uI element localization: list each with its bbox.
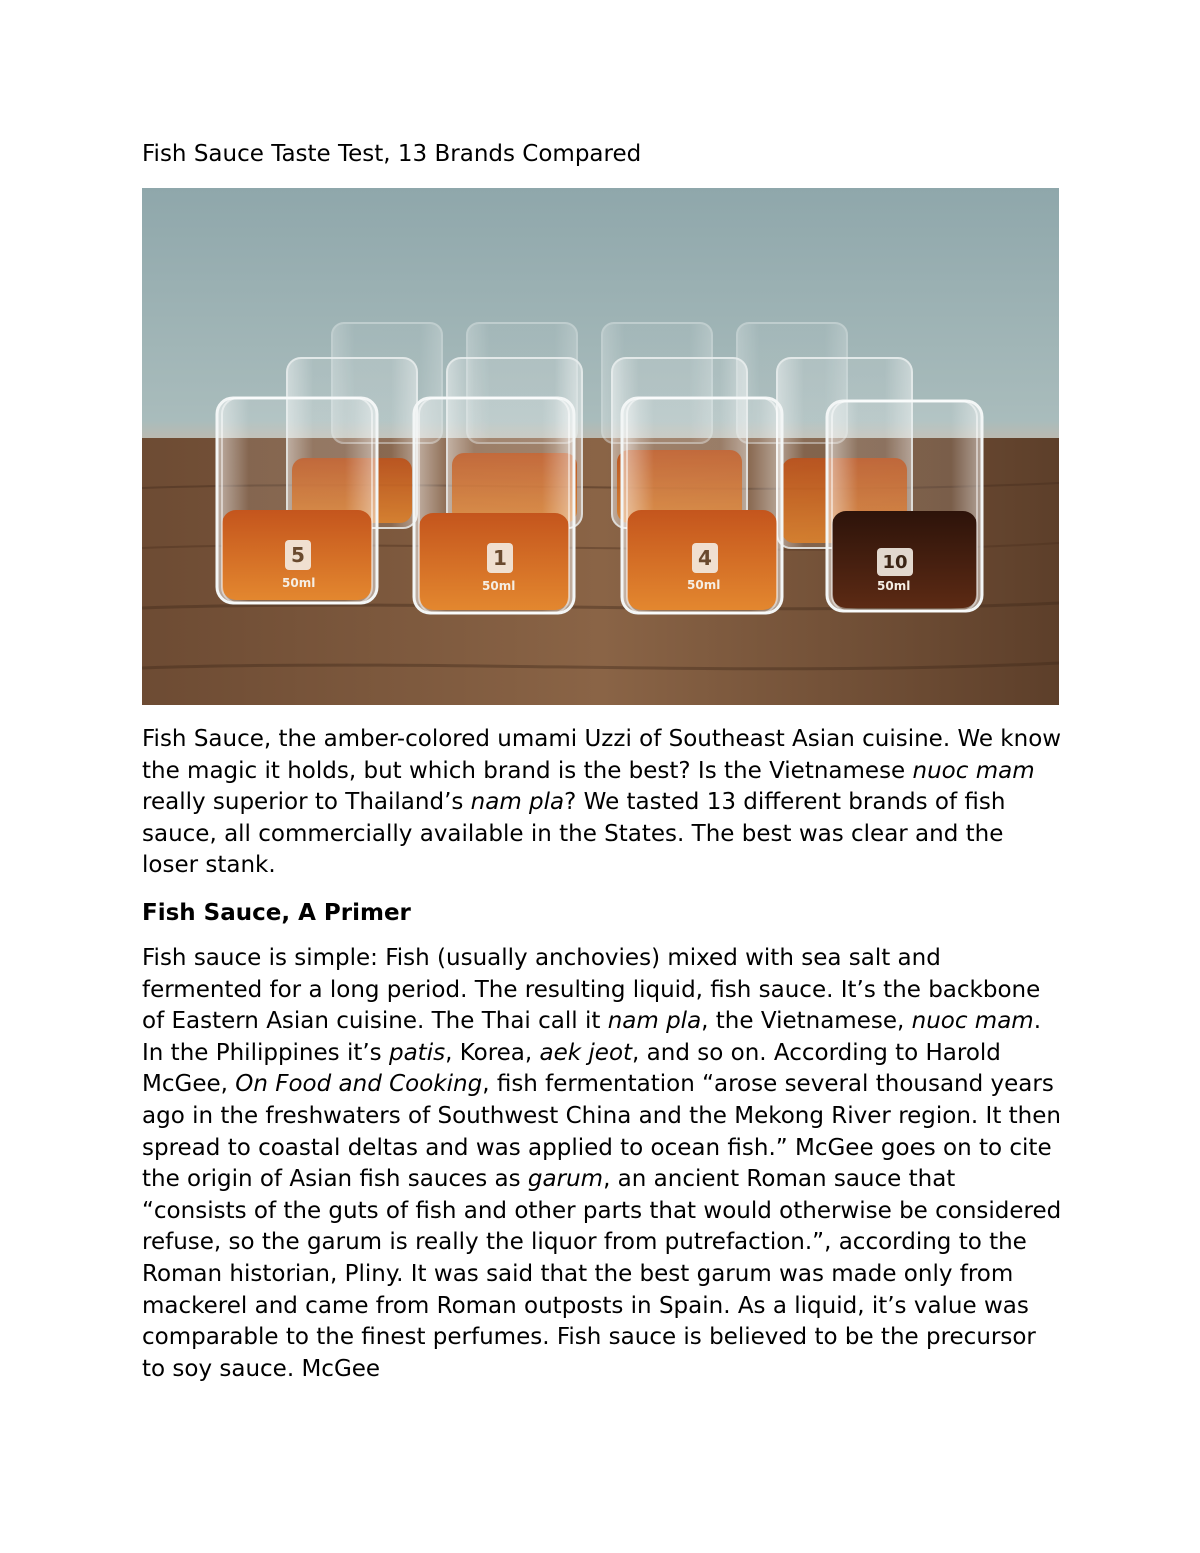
beaker-number-label: 1 — [493, 546, 507, 570]
beaker-volume-label: 50ml — [282, 576, 316, 590]
beaker-number-label: 4 — [698, 546, 712, 570]
primer-italic-term: nam pla — [607, 1008, 702, 1035]
primer-text: . In the Philippines it’s — [142, 1008, 1042, 1066]
beaker-volume-label: 50ml — [482, 579, 516, 593]
beaker-5 — [217, 398, 377, 603]
primer-italic-term: garum — [527, 1166, 604, 1193]
primer-italic-term: patis — [388, 1039, 446, 1066]
beaker-number-label: 10 — [882, 552, 908, 573]
primer-book-title: On Food and Cooking — [235, 1071, 483, 1098]
beaker-4 — [622, 398, 782, 613]
beaker-10 — [827, 401, 982, 611]
intro-text: ? We tasted 13 different brands of fish sauce, all commercially available in the States. The best was clear and the loser stank. — [142, 789, 1006, 879]
primer-paragraph — [142, 943, 1062, 1385]
primer-text: , and so on. According to Harold McGee, — [142, 1039, 1001, 1098]
beaker-1 — [414, 398, 574, 613]
primer-text: , Korea, — [445, 1039, 540, 1066]
primer-text: , the Vietnamese, — [701, 1008, 912, 1035]
primer-text: Fish sauce is simple: Fish (usually anchovies) mixed with sea salt and fermented for a long period. The resulting liquid, fish sauce. It’s the backbone of Eastern Asian cuisine. The Thai call it — [142, 945, 1041, 1035]
beaker-volume-label: 50ml — [877, 579, 911, 593]
primer-italic-term: nuoc mam — [911, 1008, 1034, 1035]
section-heading: Fish Sauce, A Primer — [142, 900, 411, 926]
primer-text: , an ancient Roman sauce that “consists of the guts of fish and other parts that would otherwise be considered refuse, so the garum is really the liquor from putrefaction.”, according to the Roman historian, Pliny. It was said that the best garum was made only from mackerel and came from Roman outposts in Spain. As a liquid, it’s value was comparable to the finest perfumes. Fish sauce is believed to be the precursor to soy sauce. McGee — [142, 1166, 1062, 1382]
intro-italic-term: nuoc mam — [912, 757, 1035, 784]
beaker-volume-label: 50ml — [687, 578, 721, 592]
intro-text: really superior to Thailand’s — [142, 789, 471, 816]
primer-text: , fish fermentation “arose several thousand years ago in the freshwaters of Southwest China and the Mekong River region. It then spread to coastal deltas and was applied to ocean fish.” McGee goes on to cite the origin of Asian fish sauces as — [142, 1071, 1061, 1193]
document-title: Fish Sauce Taste Test, 13 Brands Compared — [142, 141, 642, 167]
intro-italic-term: nam pla — [470, 789, 565, 816]
intro-text: Fish Sauce, the amber-colored umami Uzzi of Southeast Asian cuisine. We know the magic it holds, but which brand is the best? Is the Vietnamese — [142, 726, 1062, 784]
beaker-number-label: 5 — [291, 543, 305, 567]
fish-sauce-beakers-photo — [142, 188, 1059, 705]
intro-paragraph — [142, 724, 1062, 882]
primer-italic-term: aek jeot — [539, 1039, 633, 1066]
